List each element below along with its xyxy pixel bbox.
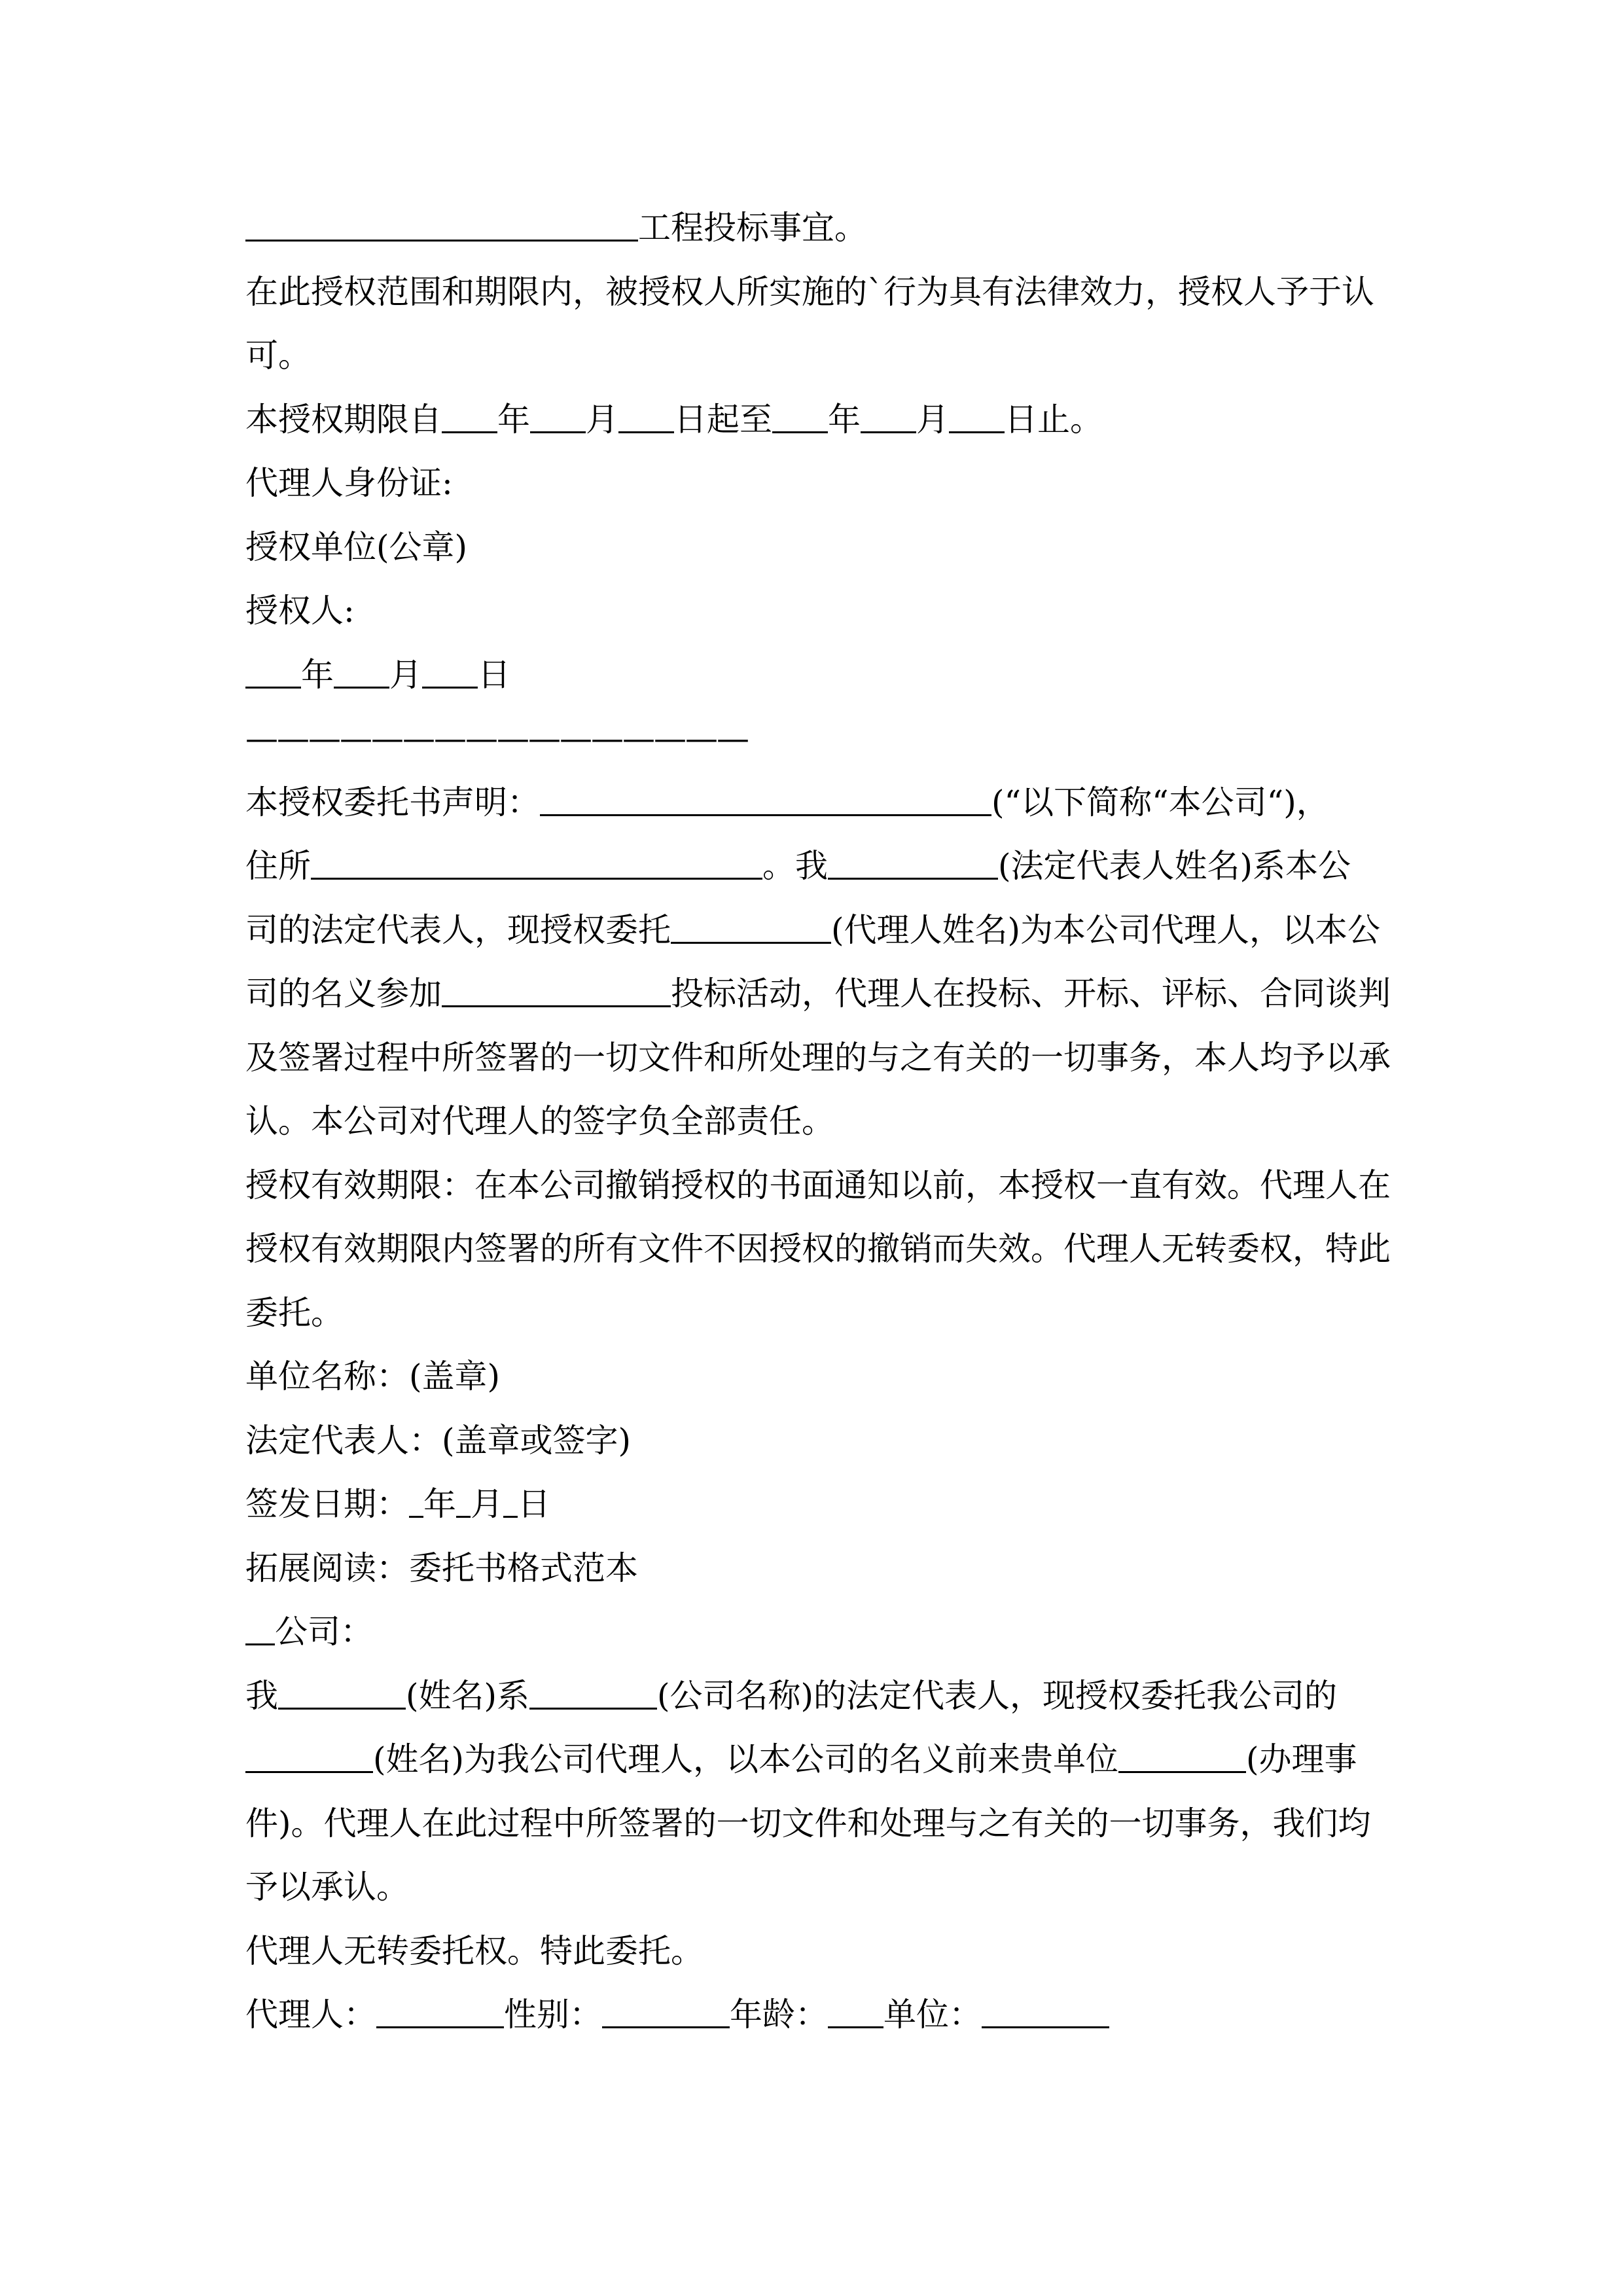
line-issue-date [245, 1473, 1384, 1537]
text: (代理人姓名)为本公司代理人，以本公 [831, 910, 1381, 949]
text: 年 [423, 1485, 456, 1523]
blank-start-month[interactable] [530, 431, 586, 433]
text: 月 [389, 655, 422, 694]
blank-project-name[interactable] [245, 239, 638, 242]
line-validity-end: 委托。 [245, 1293, 344, 1332]
blank-bidding-activity[interactable] [442, 1005, 671, 1007]
blank-issue-day[interactable] [503, 1515, 518, 1518]
text: 本授权委托书声明： [245, 783, 540, 821]
blank-start-year[interactable] [442, 431, 497, 433]
line-company-salutation [245, 1600, 1384, 1664]
blank-issue-year[interactable] [409, 1515, 423, 1518]
text: 日 [478, 655, 510, 694]
text: 月 [586, 400, 618, 439]
text: 性别： [504, 1996, 602, 2034]
separator-line: ———————————————— [245, 719, 748, 757]
blank-gender[interactable] [602, 2026, 730, 2028]
text: 本授权期限自 [245, 400, 442, 439]
text: 公司： [275, 1613, 373, 1651]
text: 日止。 [1005, 400, 1103, 439]
blank-age[interactable] [828, 2026, 883, 2028]
text: 司的法定代表人，现授权委托 [245, 910, 671, 949]
line-participation [245, 962, 1391, 1026]
text: 签发日期： [245, 1485, 409, 1523]
blank-end-year[interactable] [772, 431, 828, 433]
text: 单位： [883, 1996, 982, 2034]
line-legal-representative: 法定代表人：(盖章或签字) [245, 1421, 632, 1460]
blank-end-day[interactable] [949, 431, 1005, 433]
line-address [245, 834, 1384, 899]
text: (姓名)为我公司代理人，以本公司的名义前来贵单位 [373, 1740, 1119, 1778]
blank-month[interactable] [334, 686, 389, 689]
text: 年 [497, 400, 530, 439]
text: 投标活动，代理人在投标、开标、评标、合同谈判 [671, 975, 1391, 1013]
text: 月 [916, 400, 949, 439]
line-agent-id: 代理人身份证: [245, 464, 453, 502]
blank-end-month[interactable] [861, 431, 916, 433]
line-authorizer: 授权人: [245, 592, 355, 630]
line-signing: 及签署过程中所签署的一切文件和所处理的与之有关的一切事务，本人均予以承 [245, 1038, 1391, 1077]
blank-agent[interactable] [376, 2026, 504, 2028]
blank-unit[interactable] [982, 2026, 1109, 2028]
blank-company[interactable] [245, 1643, 275, 1645]
line-no-sub-delegation: 代理人无转委托权。特此委托。 [245, 1931, 704, 1970]
line-validity: 授权有效期限：在本公司撤销授权的书面通知以前，本授权一直有效。代理人在 [245, 1166, 1391, 1204]
text: 代理人： [245, 1996, 376, 2034]
text: 年 [828, 400, 861, 439]
text: (“以下简称“本公司“)， [991, 783, 1329, 821]
blank-company-name[interactable] [540, 814, 991, 816]
blank-company-name-2[interactable] [529, 1707, 657, 1710]
text: 日起至 [674, 400, 772, 439]
blank-name[interactable] [278, 1707, 406, 1710]
blank-address[interactable] [311, 877, 762, 880]
text: (法定代表人姓名)系本公 [998, 847, 1351, 885]
line-responsibility: 认。本公司对代理人的签字负全部责任。 [245, 1102, 834, 1140]
blank-year[interactable] [245, 686, 301, 689]
text: 年 [301, 655, 334, 694]
line-unit-name: 单位名称：(盖章) [245, 1357, 501, 1395]
line-authority-scope: 在此授权范围和期限内，被授权人所实施的`行为具有法律效力，授权人予于认 [245, 272, 1374, 311]
line-authority-period [245, 388, 1384, 452]
line-authorizing-unit: 授权单位(公章) [245, 528, 468, 566]
text: 月 [471, 1485, 503, 1523]
line-date [245, 643, 1384, 708]
text: (公司名称)的法定代表人，现授权委托我公司的 [657, 1676, 1338, 1715]
line-template-intro [245, 1664, 1384, 1729]
line-template-matters: 件)。代理人在此过程中所签署的一切文件和处理与之有关的一切事务，我们均 [245, 1804, 1371, 1842]
line-project-bidding [245, 196, 1384, 260]
blank-agent-name[interactable] [671, 941, 831, 944]
blank-agent-name-2[interactable] [245, 1770, 373, 1773]
line-agent-info [245, 1983, 1384, 2047]
text: (办理事 [1246, 1740, 1357, 1778]
blank-start-day[interactable] [618, 431, 674, 433]
blank-legal-rep-name[interactable] [828, 877, 998, 880]
line-template-agent [245, 1728, 1384, 1792]
text: 。我 [762, 847, 828, 885]
line-declaration [245, 771, 1384, 835]
line-legal-rep [245, 899, 1384, 963]
line-validity-cont: 授权有效期限内签署的所有文件不因授权的撤销而失效。代理人无转委权，特此 [245, 1230, 1391, 1268]
text: 年龄： [730, 1996, 828, 2034]
text: 司的名义参加 [245, 975, 442, 1013]
text: (姓名)系 [406, 1676, 530, 1715]
text: 日 [518, 1485, 550, 1523]
blank-issue-month[interactable] [456, 1515, 471, 1518]
blank-matter[interactable] [1118, 1770, 1246, 1773]
document-page [245, 196, 1391, 2047]
blank-day[interactable] [422, 686, 478, 689]
line-authority-scope-cont: 可。 [245, 336, 311, 374]
line-extended-reading: 拓展阅读：委托书格式范本 [245, 1549, 638, 1587]
line-template-acknowledge: 予以承认。 [245, 1868, 409, 1906]
text: 我 [245, 1676, 278, 1715]
text: 住所 [245, 847, 311, 885]
text: 工程投标事宜。 [638, 209, 867, 247]
